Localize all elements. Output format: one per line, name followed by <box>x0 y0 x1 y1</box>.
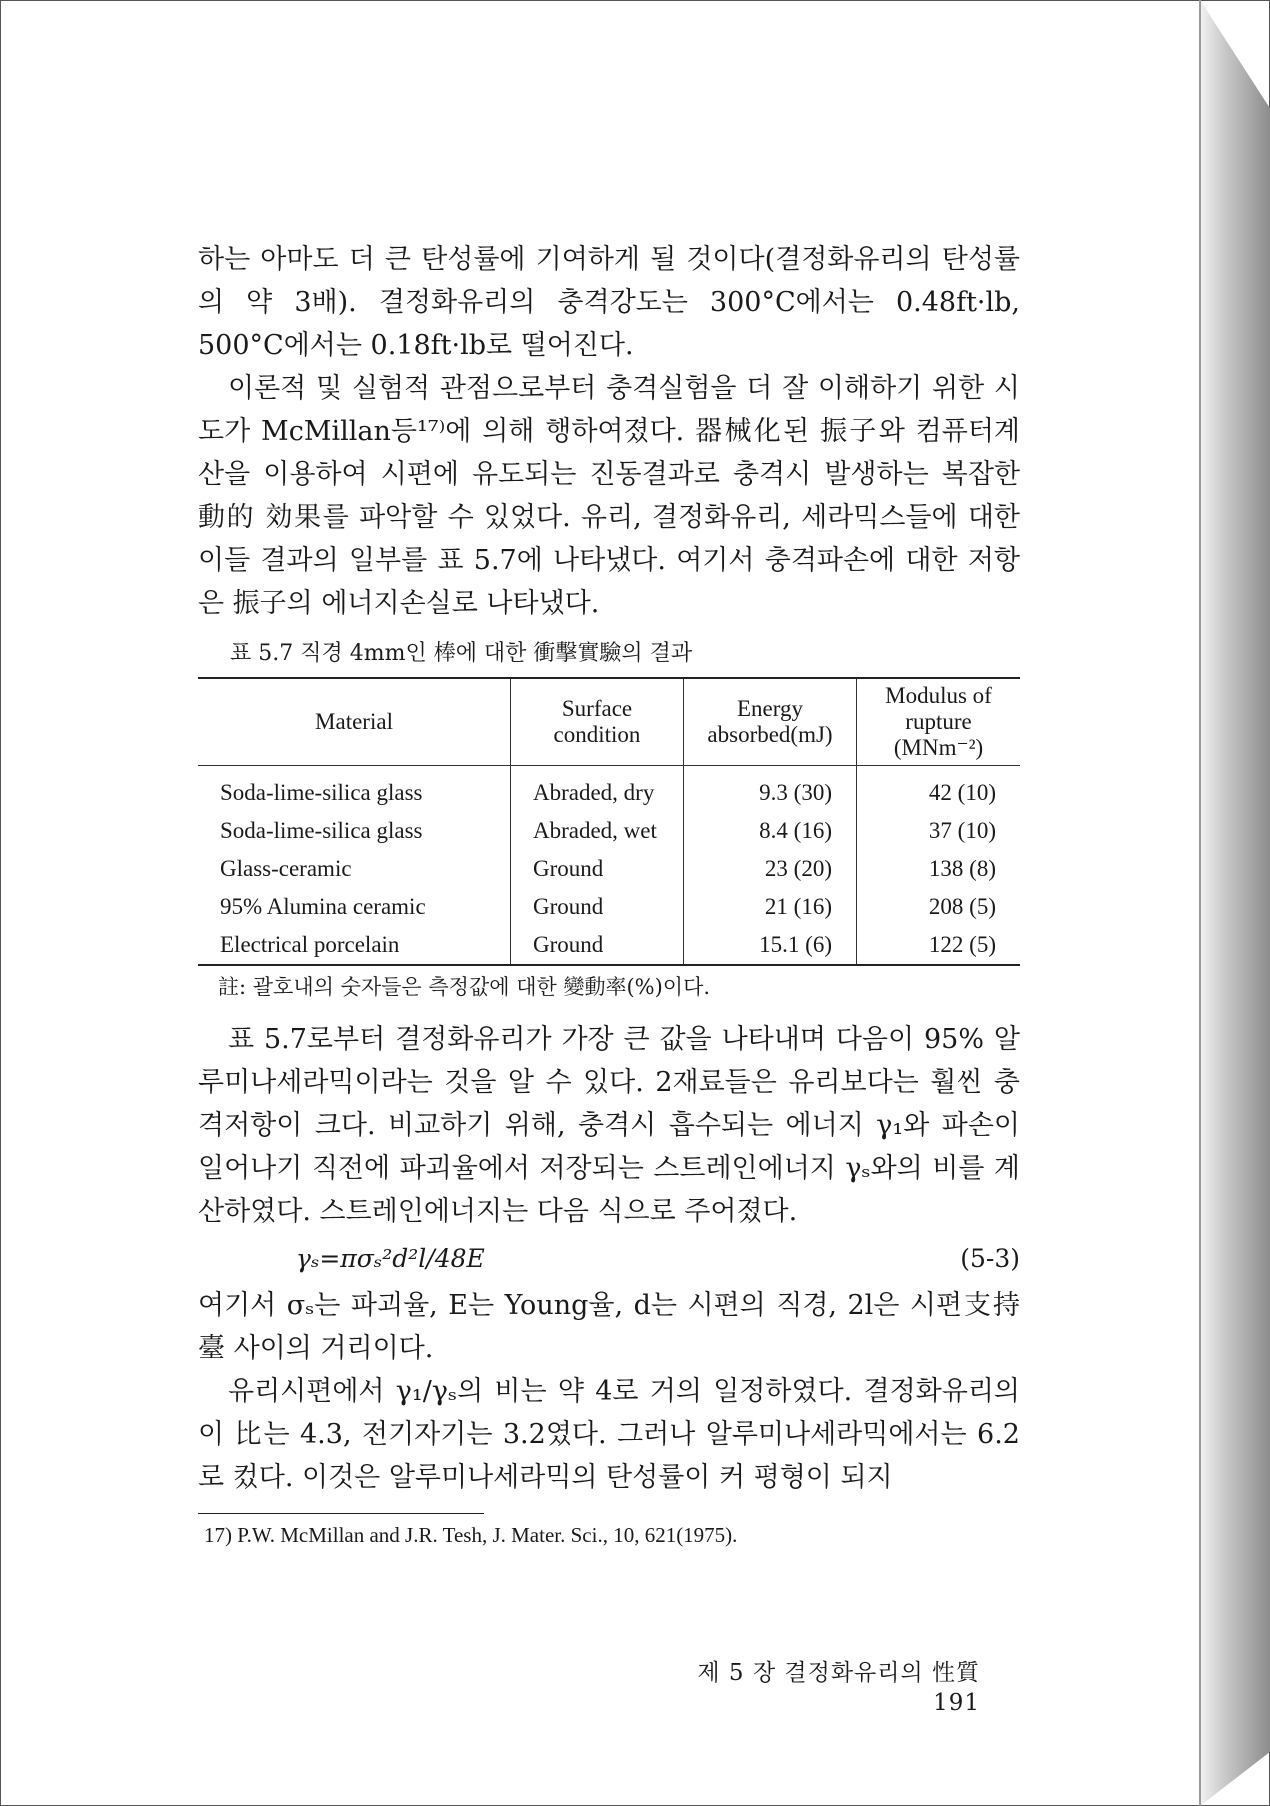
paragraph-3: 표 5.7로부터 결정화유리가 가장 큰 값을 나타내며 다음이 95% 알루미나세라믹이라는 것을 알 수 있다. 2재료들은 유리보다는 훨씬 충격저항이 크다. 비교하기 위해, 충격시 흡수되는 에너지 γ₁와 파손이 일어나기 직전에 파괴율에서 저장되는 스트레인에너지 γₛ와의 비를 계산하였다. 스트레인에너지는 다음 식으로 주어졌다. <box>198 1024 1020 1227</box>
table-row <box>198 850 1020 888</box>
header-modulus-of-rupture: Modulus of rupture (MNm⁻²) <box>857 678 1021 766</box>
cell-surface: Ground <box>511 888 684 926</box>
cell-surface: Ground <box>511 850 684 888</box>
table-row <box>198 812 1020 850</box>
cell-material: Electrical porcelain <box>220 932 400 957</box>
footnote-divider <box>198 1513 484 1514</box>
header-material: Material <box>198 678 511 766</box>
footnote-17: 17) P.W. McMillan and J.R. Tesh, J. Mater. Sci., 10, 621(1975). <box>204 1523 738 1547</box>
paragraph-2: 이론적 및 실험적 관점으로부터 충격실험을 더 잘 이해하기 위한 시도가 McMillan등¹⁷⁾에 의해 행하여졌다. 器械化된 振子와 컴퓨터계산을 이용하여 시편에 유도되는 진동결과로 충격시 발생하는 복잡한 動的 効果를 파악할 수 있었다. 유리, 결정화유리, 세라믹스들에 대한 이들 결과의 일부를 표 5.7에 나타냈다. 여기서 충격파손에 대한 저항은 振子의 에너지손실로 나타냈다. <box>198 373 1020 619</box>
paragraph-5: 유리시편에서 γ₁/γₛ의 비는 약 4로 거의 일정하였다. 결정화유리의 이 比는 4.3, 전기자기는 3.2였다. 그러나 알루미나세라믹에서는 6.2로 컸다. 이것은 알루미나세라믹의 탄성률이 커 평형이 되지 <box>198 1376 1020 1493</box>
cell-surface: Abraded, dry <box>511 766 684 813</box>
cell-energy: 21 (16) <box>684 888 857 926</box>
cell-energy: 15.1 (6) <box>684 926 857 965</box>
cell-modulus: 208 (5) <box>857 888 1021 926</box>
cell-material: Glass-ceramic <box>220 856 352 881</box>
equation-5-3 <box>198 1237 1020 1280</box>
equation-number: (5-3) <box>960 1244 1020 1273</box>
table-header-row <box>198 678 1020 766</box>
table-row <box>198 766 1020 813</box>
cell-modulus: 138 (8) <box>857 850 1021 888</box>
page-content <box>198 238 1020 1550</box>
page-number: 191 <box>933 1690 980 1716</box>
cell-material: 95% Alumina ceramic <box>220 894 426 919</box>
page-edge-line <box>1199 0 1201 1806</box>
table-row <box>198 926 1020 965</box>
page-edge-shadow <box>1200 0 1270 1806</box>
cell-surface: Ground <box>511 926 684 965</box>
cell-energy: 9.3 (30) <box>684 766 857 813</box>
equation-formula: γₛ=πσₛ²d²l/48E <box>296 1244 485 1273</box>
cell-material: Soda-lime-silica glass <box>220 780 423 805</box>
table-row <box>198 888 1020 926</box>
cell-modulus: 37 (10) <box>857 812 1021 850</box>
impact-test-table <box>198 677 1020 966</box>
cell-modulus: 122 (5) <box>857 926 1021 965</box>
cell-energy: 8.4 (16) <box>684 812 857 850</box>
cell-material: Soda-lime-silica glass <box>220 818 423 843</box>
cell-surface: Abraded, wet <box>511 812 684 850</box>
page-footer <box>640 1658 980 1718</box>
cell-modulus: 42 (10) <box>857 766 1021 813</box>
paragraph-4: 여기서 σₛ는 파괴율, E는 Young율, d는 시편의 직경, 2l은 시편支持臺 사이의 거리이다. <box>198 1290 1020 1364</box>
paragraph-1: 하는 아마도 더 큰 탄성률에 기여하게 될 것이다(결정화유리의 탄성률의 약 3배). 결정화유리의 충격강도는 300°C에서는 0.48ft·lb, 500°C에서는 0.18ft·lb로 떨어진다. <box>198 244 1020 361</box>
cell-energy: 23 (20) <box>684 850 857 888</box>
header-energy-absorbed: Energy absorbed(mJ) <box>684 678 857 766</box>
header-surface-condition: Surface condition <box>511 678 684 766</box>
table-caption: 표 5.7 직경 4mm인 棒에 대한 衝擊實驗의 결과 <box>230 641 693 666</box>
chapter-title: 제 5 장 결정화유리의 性質 <box>697 1660 980 1686</box>
table-note: 註: 괄호내의 숫자들은 측정값에 대한 變動率(%)이다. <box>218 975 711 999</box>
